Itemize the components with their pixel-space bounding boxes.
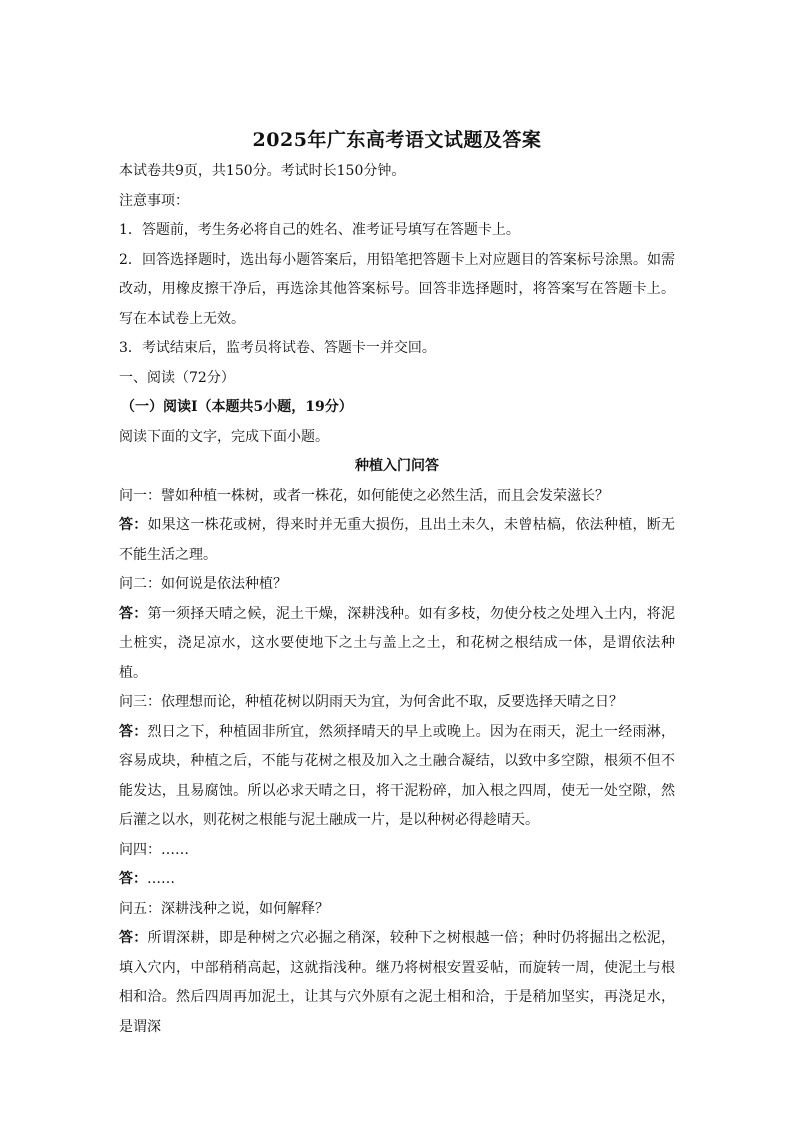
- answer-text: 烈日之下，种植固非所宜，然须择晴天的早上或晚上。因为在雨天，泥土一经雨淋，容易成块，种植之后，不能与花树之根及加入之土融合凝结，以致中多空隙，根须不但不能发达，且易腐蚀。所以必求天晴之日，将干泥粉碎，加入根之四周，使无一处空隙，然后灌之以水，则花树之根能与泥土融成一片，是以种树必得趁晴天。: [119, 723, 676, 828]
- reading-instruction: 阅读下面的文字，完成下面小题。: [119, 428, 329, 445]
- document-title: 2025年广东高考语文试题及答案: [252, 129, 542, 151]
- question-3: [119, 688, 675, 718]
- answer-text: 所谓深耕，即是种树之穴必掘之稍深，较种下之树根越一倍；种时仍将掘出之松泥，填入穴内，中部稍稍高起，这就指浅种。继乃将树根安置妥帖，而旋转一周，使泥土与根相和洽。然后四周再加泥土，让其与穴外原有之泥土相和洽，于是稍加坚实，再浇足水，是谓深: [119, 930, 676, 1035]
- question-text: 深耕浅种之说，如何解释？: [161, 900, 329, 917]
- question-label: 问二：: [119, 576, 161, 592]
- question-label: 问三：: [119, 694, 161, 710]
- answer-3: [119, 718, 675, 836]
- question-text: 如何说是依法种植？: [161, 576, 287, 592]
- question-5: [119, 895, 675, 925]
- notice-item-1: 1．答题前，考生务必将自己的姓名、准考证号填写在答题卡上。: [119, 222, 520, 238]
- answer-text: 如果这一株花或树，得来时并无重大损伤，且出土未久，未曾枯槁，依法种植，断无不能生活之理。: [119, 517, 676, 563]
- question-text: ……: [161, 841, 189, 858]
- answer-1: [119, 511, 675, 570]
- answer-text: 第一须择天晴之候，泥土干燥，深耕浅种。如有多枝，勿使分枝之处埋入土内，将泥土桩实，浇足凉水，这水要使地下之土与盖上之土，和花树之根结成一体，是谓依法种植。: [119, 605, 676, 681]
- question-text: 譬如种植一株树，或者一株花，如何能使之必然生活，而且会发荣滋长？: [161, 487, 609, 504]
- subsection-heading: （一）阅读Ⅰ（本题共5小题，19分）: [121, 399, 353, 415]
- answer-label: 答：: [119, 605, 148, 622]
- notice-item-3: 3．考试结束后，监考员将试卷、答题卡一并交回。: [119, 340, 436, 356]
- question-1: [119, 482, 675, 512]
- question-text: 依理想而论，种植花树以阴雨天为宜，为何舍此不取，反要选择天晴之日？: [161, 694, 623, 710]
- question-label: 问一：: [119, 487, 161, 504]
- exam-intro: 本试卷共9页，共150分。考试时长150分钟。: [119, 163, 406, 179]
- question-label: 问五：: [119, 900, 161, 917]
- answer-2: [119, 600, 675, 689]
- passage-title: 种植入门问答: [355, 458, 439, 474]
- document-page: [119, 126, 675, 1042]
- question-4: [119, 836, 675, 866]
- notice-heading: 注意事项：: [119, 192, 189, 209]
- answer-5: [119, 924, 675, 1042]
- question-label: 问四：: [119, 841, 161, 858]
- answer-text: ……: [147, 871, 175, 887]
- notice-item-2: 2．回答选择题时，选出每小题答案后，用铅笔把答题卡上对应题目的答案标号涂黑。如需改动，用橡皮擦干净后，再选涂其他答案标号。回答非选择题时，将答案写在答题卡上。写在本试卷上无效。: [119, 251, 675, 327]
- answer-label: 答：: [119, 871, 147, 887]
- section-heading: 一、阅读（72分）: [119, 369, 235, 386]
- answer-label: 答：: [119, 517, 148, 533]
- question-2: [119, 570, 675, 600]
- answer-label: 答：: [119, 723, 148, 740]
- answer-4: [119, 865, 675, 895]
- answer-label: 答：: [119, 930, 148, 946]
